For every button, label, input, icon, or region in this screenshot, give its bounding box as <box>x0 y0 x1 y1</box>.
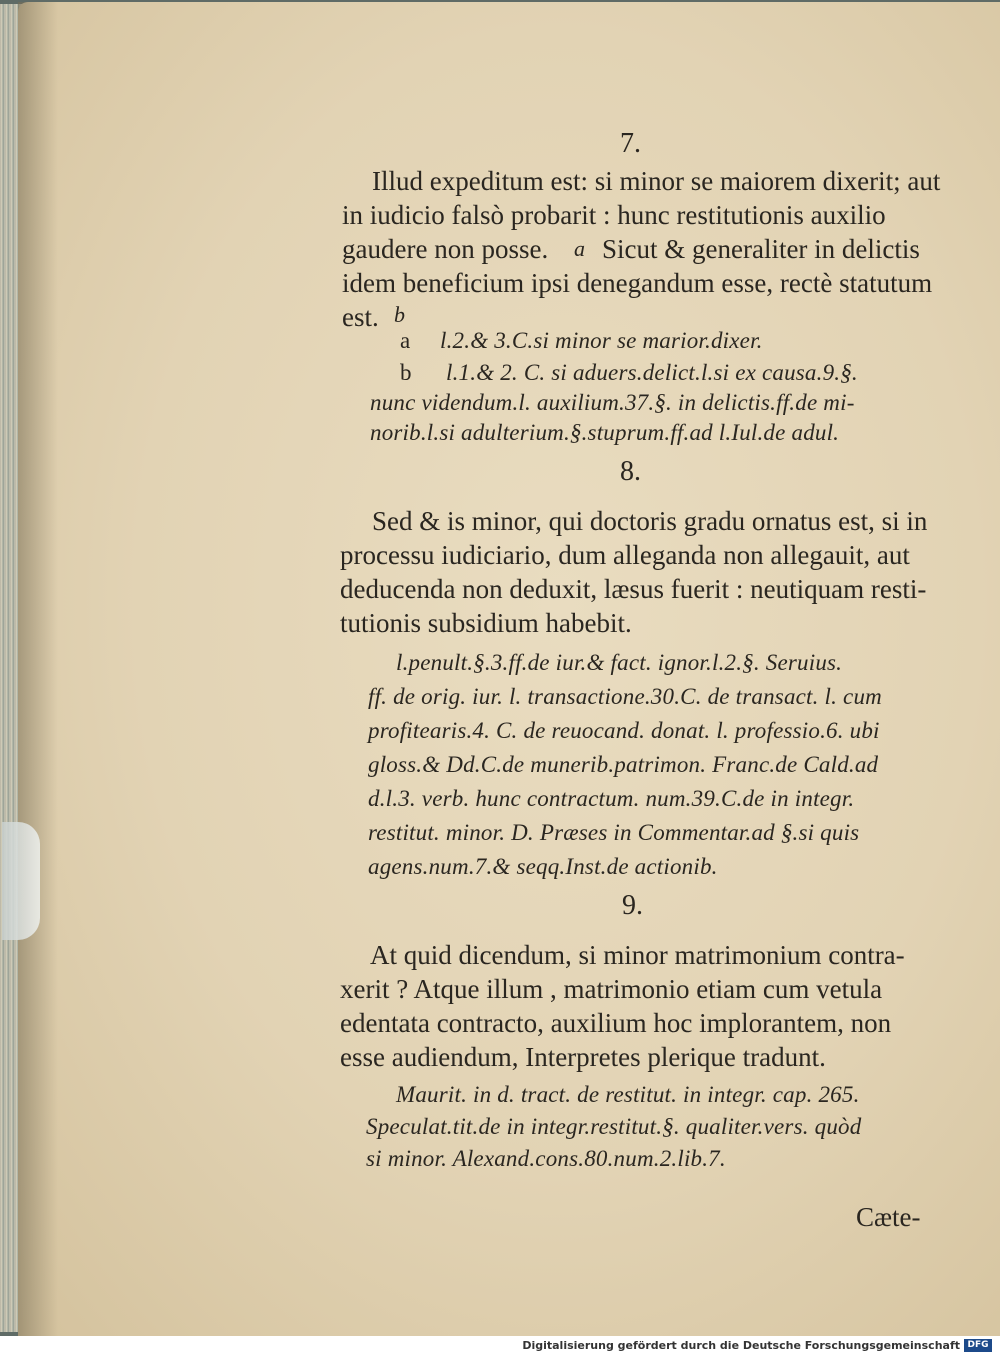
note-label-b: b <box>400 360 412 385</box>
para7-line-4: idem beneficium ipsi denegandum esse, rectè statutum <box>342 268 933 298</box>
para9-line-1: At quid dicendum, si minor matrimonium contra- <box>370 940 905 970</box>
notes8-line-7: agens.num.7.& seqq.Inst.de actionib. <box>368 854 718 879</box>
notes8-line-5: d.l.3. verb. hunc contractum. num.39.C.de in integr. <box>368 786 855 811</box>
page-number: 7. <box>620 128 641 159</box>
para9-line-3: edentata contracto, auxilium hoc implorantem, non <box>340 1008 892 1038</box>
section-8-number: 8. <box>620 456 641 487</box>
para8-line-3: deducenda non deduxit, læsus fuerit : neutiquam resti- <box>340 574 927 604</box>
note-a-text: l.2.& 3.C.si minor se marior.dixer. <box>440 328 763 353</box>
notes8-line-2: ff. de orig. iur. l. transactione.30.C. de transact. l. cum <box>368 684 882 709</box>
para7-line-3b: Sicut & generaliter in delictis <box>602 234 920 264</box>
para7-line-2: in iudicio falsò probarit : hunc restitutionis auxilio <box>342 200 886 230</box>
para7-line-1: Illud expeditum est: si minor se maiorem dixerit; aut <box>372 166 941 196</box>
notes8-line-3: profitearis.4. C. de reuocand. donat. l. professio.6. ubi <box>368 718 880 743</box>
footnote-marker-a: a <box>574 236 585 261</box>
para9-line-4: esse audiendum, Interpretes plerique tradunt. <box>340 1042 826 1072</box>
dfg-logo: DFG <box>964 1339 992 1352</box>
note-label-a: a <box>400 328 411 353</box>
para8-line-4: tutionis subsidium habebit. <box>340 608 632 638</box>
gutter-shadow <box>18 2 58 1336</box>
para7-line-5: est. <box>342 302 379 332</box>
funding-note: Digitalisierung gefördert durch die Deutsche Forschungsgemeinschaft <box>522 1339 960 1352</box>
para9-line-2: xerit ? Atque illum , matrimonio etiam cum vetula <box>340 974 883 1004</box>
notes8-line-6: restitut. minor. D. Præses in Commentar.ad §.si quis <box>368 820 860 845</box>
para7-line-3a: gaudere non posse. <box>342 234 549 264</box>
bookmark-clip <box>2 822 40 940</box>
para8-line-2: processu iudiciario, dum alleganda non allegauit, aut <box>340 540 910 570</box>
note-b-line-2: nunc videndum.l. auxilium.37.§. in delictis.ff.de mi- <box>370 390 855 415</box>
notes8-line-4: gloss.& Dd.C.de munerib.patrimon. Franc.de Cald.ad <box>368 752 879 777</box>
catchword: Cæte- <box>856 1202 921 1232</box>
notes9-line-3: si minor. Alexand.cons.80.num.2.lib.7. <box>366 1146 726 1171</box>
notes9-line-2: Speculat.tit.de in integr.restitut.§. qualiter.vers. quòd <box>366 1114 862 1139</box>
para8-line-1: Sed & is minor, qui doctoris gradu ornatus est, si in <box>372 506 928 536</box>
notes8-line-1: l.penult.§.3.ff.de iur.& fact. ignor.l.2.§. Seruius. <box>396 650 843 675</box>
notes9-line-1: Maurit. in d. tract. de restitut. in integr. cap. 265. <box>396 1082 860 1107</box>
note-b-line-1: l.1.& 2. C. si aduers.delict.l.si ex causa.9.§. <box>446 360 858 385</box>
digitization-footer <box>0 1336 1000 1356</box>
section-9-number: 9. <box>622 890 643 921</box>
footnote-marker-b: b <box>394 302 405 327</box>
note-b-line-3: norib.l.si adulterium.§.stuprum.ff.ad l.Iul.de adul. <box>370 420 840 445</box>
